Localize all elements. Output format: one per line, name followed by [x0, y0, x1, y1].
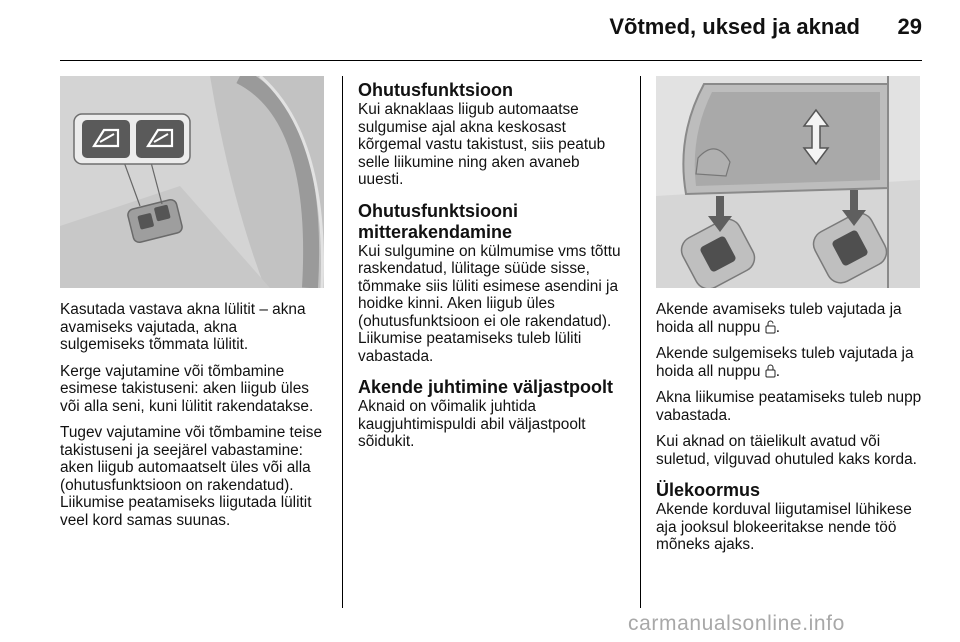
- window-switch-illustration: [60, 76, 324, 288]
- remote-window-illustration: [656, 76, 920, 288]
- paragraph: Akna liikumise peatamiseks tuleb nupp vabastada.: [656, 389, 922, 424]
- watermark: carmanualsonline.info: [628, 612, 845, 635]
- section-heading: Ohutusfunktsiooni mitterakendamine: [358, 200, 518, 242]
- paragraph: Kui aknad on täielikult avatud või suletud, vilguvad ohutuled kaks korda.: [656, 433, 917, 468]
- section-safety-override: [358, 201, 624, 366]
- header-rule: [60, 60, 922, 61]
- paragraph-text: Akende sulgemiseks tuleb vajutada ja hoida all nuppu: [656, 345, 914, 380]
- lock-key-icon: [765, 364, 776, 378]
- paragraph-close: Akende sulgemiseks tuleb vajutada ja hoida all nuppu .: [656, 345, 914, 380]
- section-heading: Ohutusfunktsioon: [358, 80, 513, 100]
- section-body: Aknaid on võimalik juhtida kaugjuhtimispuldi abil väljastpoolt sõidukit.: [358, 398, 586, 450]
- paragraph: Kasutada vastava akna lülitit – akna avamiseks vajutada, akna sulgemiseks tõmmata lülitit.: [60, 301, 306, 353]
- middle-column: [358, 80, 624, 463]
- paragraph-open: Akende avamiseks tuleb vajutada ja hoida all nuppu .: [656, 301, 902, 336]
- section-body: Kui aknaklaas liigub automaatse sulgumise ajal akna keskosast kõrgemal vastu takistust, siis peatub selle liikumine ning aken avaneb uuesti.: [358, 101, 606, 188]
- page-number: 29: [897, 14, 922, 39]
- unlock-key-icon: [765, 320, 776, 334]
- paragraph-text: Akende avamiseks tuleb vajutada ja hoida all nuppu: [656, 301, 902, 336]
- column-divider-left: [342, 76, 343, 608]
- section-remote-operation: [358, 377, 624, 451]
- section-overload: [656, 480, 928, 554]
- section-body: Kui sulgumine on külmumise vms tõttu raskendatud, lülitage süüde sisse, tõmmake siis lüliti esimese asendini ja hoidke kinni. Aken liigub üles (ohutusfunktsioon ei ole rakendatud). Liikumise peatamiseks tuleb lüliti vabastada.: [358, 242, 621, 365]
- page-title: Võtmed, uksed ja aknad: [609, 14, 860, 39]
- right-column: [656, 301, 928, 566]
- column-divider-right: [640, 76, 641, 608]
- section-heading: Ülekoormus: [656, 480, 761, 500]
- paragraph: Kerge vajutamine või tõmbamine esimese takistuseni: aken liigub üles või alla seni, kuni lülitit rakendatakse.: [60, 362, 314, 415]
- section-heading: Akende juhtimine väljastpoolt: [358, 377, 614, 397]
- section-body: Akende korduval liigutamisel lühikese aja jooksul blokeeritakse nende töö mõneks ajaks.: [656, 501, 912, 553]
- section-safety-function: [358, 80, 624, 189]
- left-column: [60, 301, 326, 538]
- paragraph: Tugev vajutamine või tõmbamine teise takistuseni ja seejärel vabastamine: aken liigub automaatselt üles või alla (ohutusfunktsioon on rakendatud). Liikumise peatamiseks liigutada lülitit veel kord samas suunas.: [60, 424, 323, 529]
